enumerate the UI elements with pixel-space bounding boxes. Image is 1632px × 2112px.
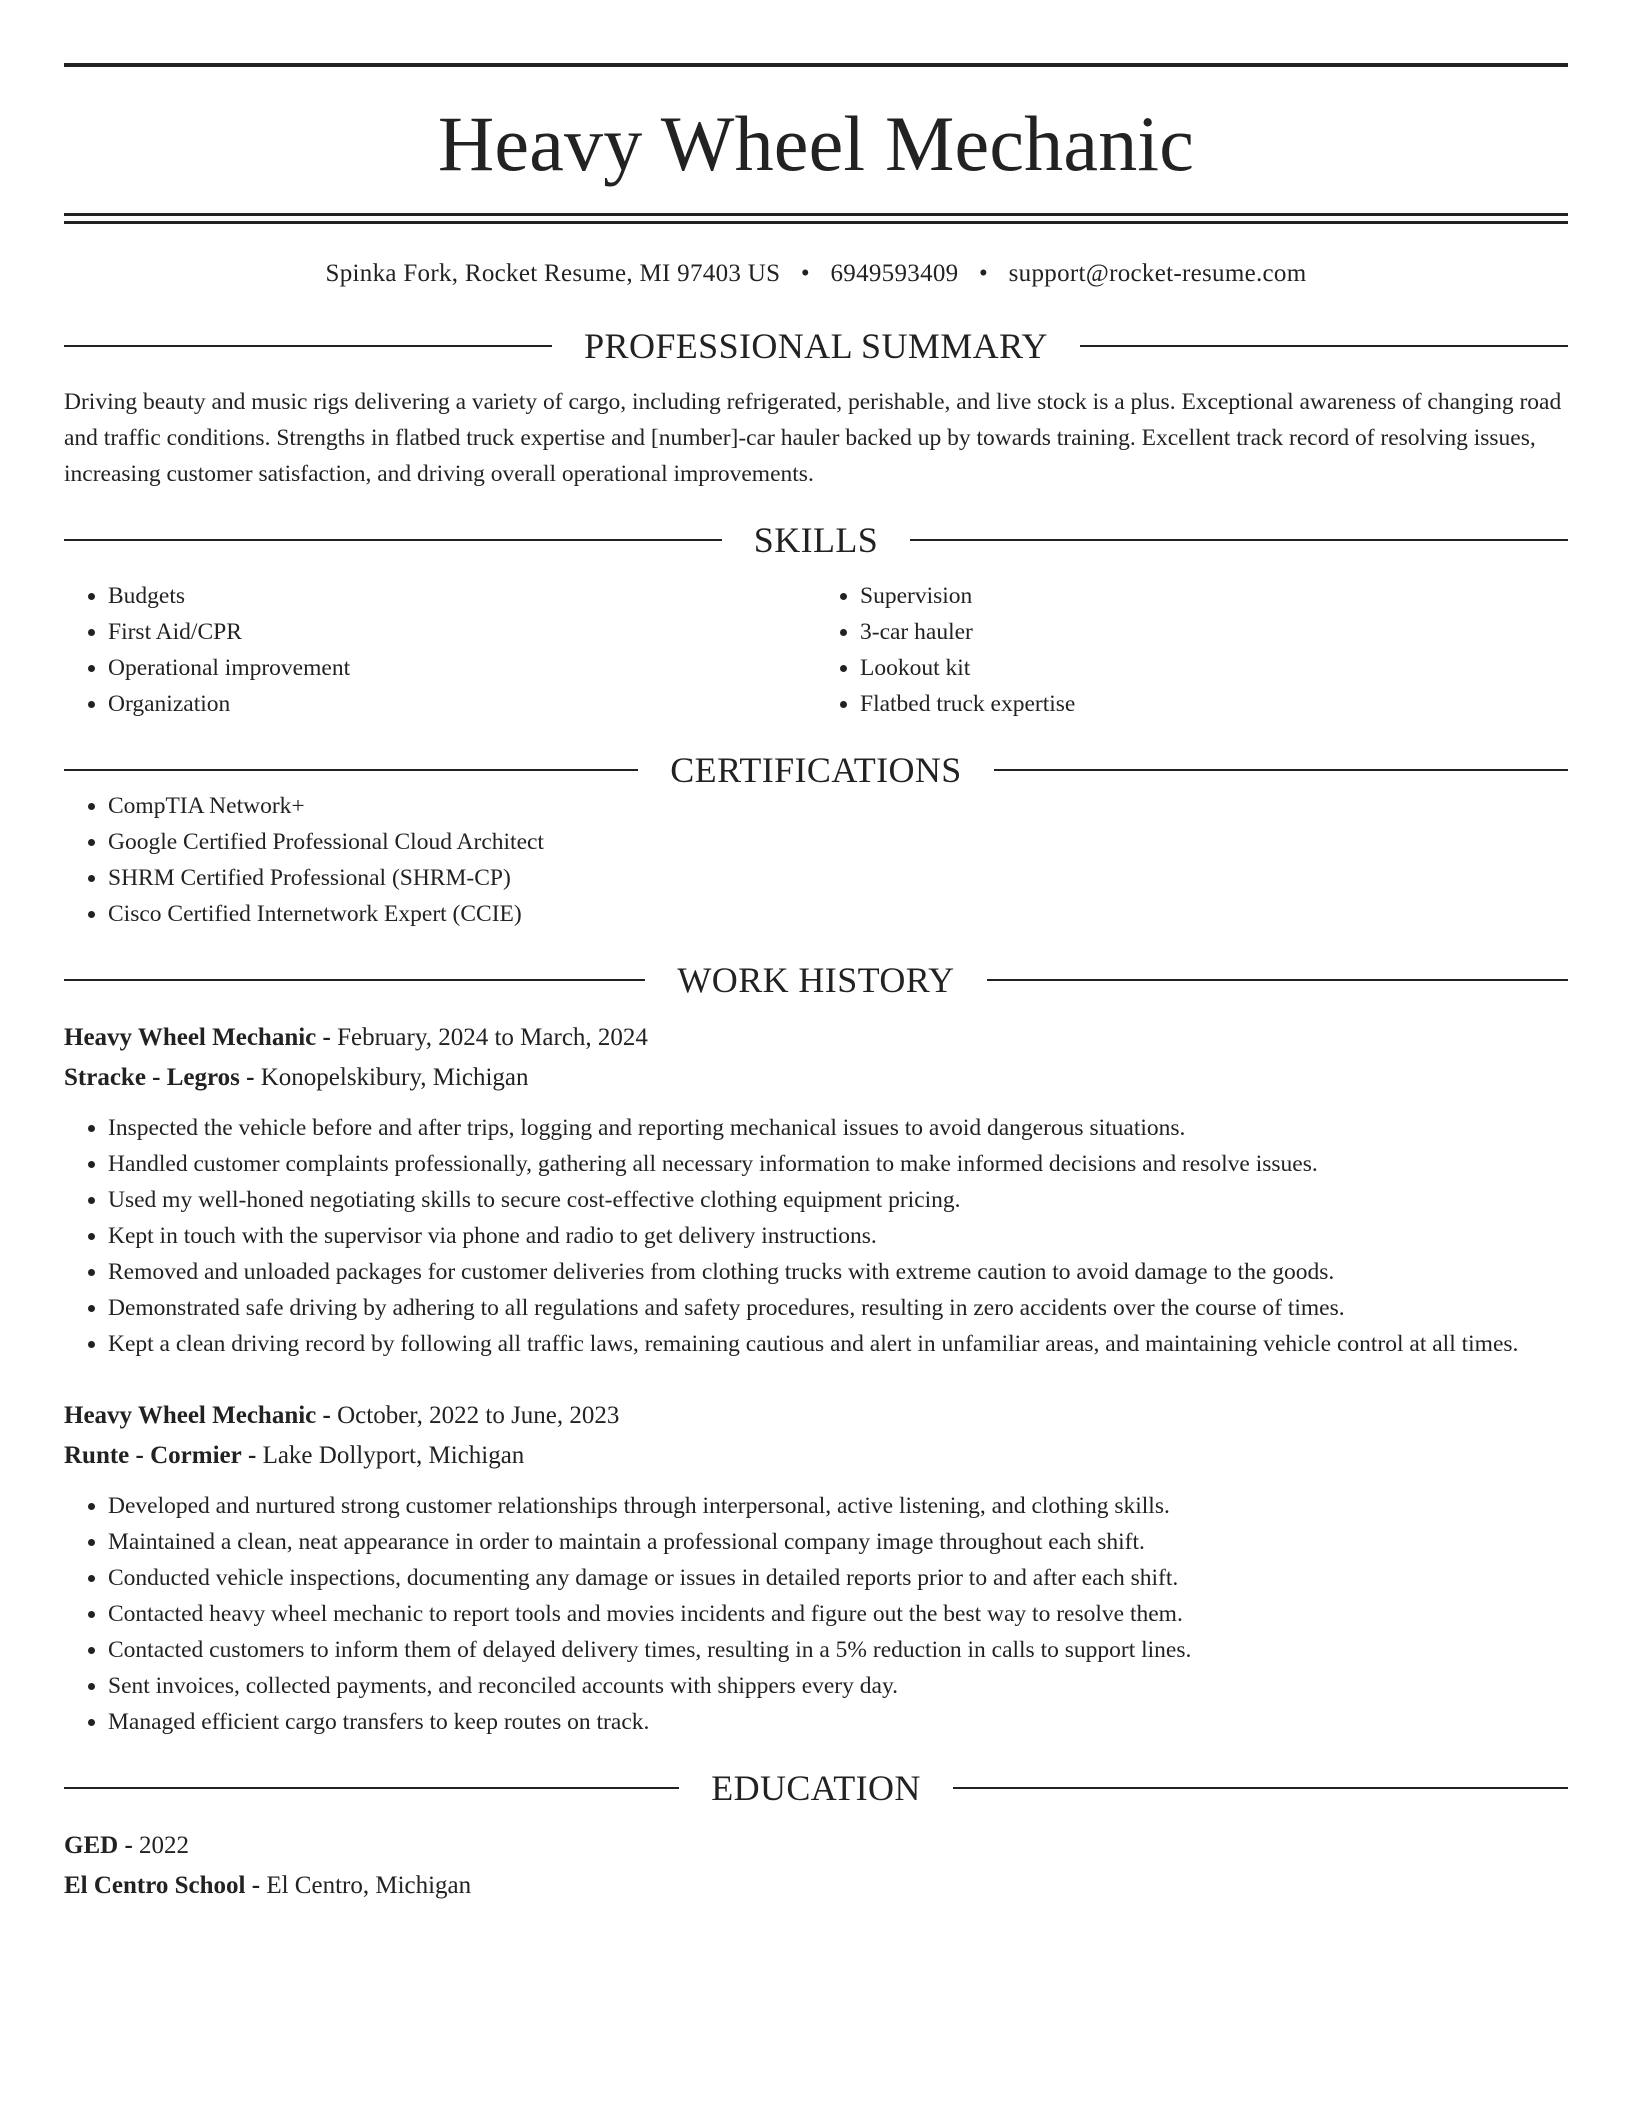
heading-rule xyxy=(1080,345,1568,347)
job-company-line xyxy=(64,1436,1568,1476)
skill-item: • Flatbed truck expertise xyxy=(860,686,1568,722)
heading-rule xyxy=(64,769,638,771)
dash: - xyxy=(322,1024,331,1051)
job-bullet: • Contacted heavy wheel mechanic to report tools and movies incidents and figure out the best way to resolve them. xyxy=(108,1596,1568,1632)
summary-title: PROFESSIONAL SUMMARY xyxy=(584,326,1048,366)
skill-item: • Lookout kit xyxy=(860,650,1568,686)
work-heading xyxy=(64,962,1568,998)
certifications-heading xyxy=(64,752,1568,788)
certification-item: • SHRM Certified Professional (SHRM-CP) xyxy=(108,860,1568,896)
education-entry xyxy=(64,1826,1568,1906)
education-heading xyxy=(64,1770,1568,1806)
job-bullets xyxy=(64,1110,1568,1362)
job-location: Konopelskibury, Michigan xyxy=(260,1064,529,1091)
skills-list-left xyxy=(64,578,816,722)
dash: - xyxy=(251,1872,261,1899)
job-bullet: • Kept in touch with the supervisor via phone and radio to get delivery instructions. xyxy=(108,1218,1568,1254)
job-bullet: • Handled customer complaints professionally, gathering all necessary information to make informed decisions and resolve issues. xyxy=(108,1146,1568,1182)
job-role-line xyxy=(64,1396,1568,1436)
education-degree-line xyxy=(64,1826,1568,1866)
heading-rule xyxy=(64,539,722,541)
job-bullet: • Removed and unloaded packages for customer deliveries from clothing trucks with extreme caution to avoid damage to the goods. xyxy=(108,1254,1568,1290)
dash: - xyxy=(246,1064,255,1091)
job-entry xyxy=(64,1396,1568,1740)
job-dates: October, 2022 to June, 2023 xyxy=(337,1402,620,1429)
job-company-line xyxy=(64,1058,1568,1098)
heading-rule xyxy=(987,979,1568,981)
contact-separator: • xyxy=(800,260,810,287)
skills-grid xyxy=(64,578,1568,722)
job-bullet: • Conducted vehicle inspections, documenting any damage or issues in detailed reports prior to and after each shift. xyxy=(108,1560,1568,1596)
dash: - xyxy=(247,1442,257,1469)
job-bullets xyxy=(64,1488,1568,1740)
title-double-rule xyxy=(64,213,1568,224)
certifications-list xyxy=(64,788,1568,932)
work-title: WORK HISTORY xyxy=(677,960,955,1000)
skills-heading xyxy=(64,522,1568,558)
job-role: Heavy Wheel Mechanic xyxy=(64,1402,317,1429)
contact-line xyxy=(64,260,1568,288)
dash: - xyxy=(322,1402,331,1429)
job-location: Lake Dollyport, Michigan xyxy=(262,1442,525,1469)
job-bullet: • Managed efficient cargo transfers to keep routes on track. xyxy=(108,1704,1568,1740)
job-bullet: • Kept a clean driving record by following all traffic laws, remaining cautious and alert in unfamiliar areas, and maintaining vehicle control at all times. xyxy=(108,1326,1568,1362)
job-bullet: • Contacted customers to inform them of delayed delivery times, resulting in a 5% reduction in calls to support lines. xyxy=(108,1632,1568,1668)
heading-rule xyxy=(994,769,1568,771)
job-bullet: • Developed and nurtured strong customer relationships through interpersonal, active listening, and clothing skills. xyxy=(108,1488,1568,1524)
job-dates: February, 2024 to March, 2024 xyxy=(337,1024,648,1051)
skills-list-right xyxy=(816,578,1568,722)
skills-title: SKILLS xyxy=(753,520,879,560)
job-company: Stracke - Legros xyxy=(64,1064,240,1091)
heading-rule xyxy=(64,979,645,981)
job-bullet: • Used my well-honed negotiating skills to secure cost-effective clothing equipment pricing. xyxy=(108,1182,1568,1218)
contact-email: support@rocket-resume.com xyxy=(1008,260,1307,287)
job-bullet: • Inspected the vehicle before and after trips, logging and reporting mechanical issues to avoid dangerous situations. xyxy=(108,1110,1568,1146)
education-title: EDUCATION xyxy=(711,1768,921,1808)
top-rule xyxy=(64,63,1568,67)
skill-item: • 3-car hauler xyxy=(860,614,1568,650)
heading-rule xyxy=(64,1787,679,1789)
contact-address: Spinka Fork, Rocket Resume, MI 97403 US xyxy=(325,260,781,287)
education-degree: GED xyxy=(64,1832,119,1859)
job-role: Heavy Wheel Mechanic xyxy=(64,1024,317,1051)
certification-item: • Google Certified Professional Cloud Architect xyxy=(108,824,1568,860)
contact-separator: • xyxy=(979,260,989,287)
summary-text: Driving beauty and music rigs delivering a variety of cargo, including refrigerated, perishable, and live stock is a plus. Exceptional awareness of changing road and traffic conditions. Strengths in flatbed truck expertise and [number]-car hauler backed up by towards training. Excellent track record of resolving issues, increasing customer satisfaction, and driving overall operational improvements. xyxy=(64,389,1562,487)
education-location: El Centro, Michigan xyxy=(266,1872,472,1899)
job-entry xyxy=(64,1018,1568,1362)
job-bullet: • Sent invoices, collected payments, and reconciled accounts with shippers every day. xyxy=(108,1668,1568,1704)
certification-item: • Cisco Certified Internetwork Expert (CCIE) xyxy=(108,896,1568,932)
education-year: 2022 xyxy=(139,1832,190,1859)
education-school-line xyxy=(64,1866,1568,1906)
heading-rule xyxy=(64,345,552,347)
skill-item: • Supervision xyxy=(860,578,1568,614)
contact-phone: 6949593409 xyxy=(830,260,959,287)
candidate-title: Heavy Wheel Mechanic xyxy=(437,100,1195,187)
job-role-line xyxy=(64,1018,1568,1058)
summary-heading xyxy=(64,328,1568,364)
heading-rule xyxy=(953,1787,1568,1789)
skill-item: • Organization xyxy=(108,686,816,722)
certifications-title: CERTIFICATIONS xyxy=(670,750,962,790)
job-bullet: • Demonstrated safe driving by adhering to all regulations and safety procedures, resulting in zero accidents over the course of times. xyxy=(108,1290,1568,1326)
dash: - xyxy=(124,1832,133,1859)
job-company: Runte - Cormier xyxy=(64,1442,242,1469)
certification-item: • CompTIA Network+ xyxy=(108,788,1568,824)
skill-item: • First Aid/CPR xyxy=(108,614,816,650)
heading-rule xyxy=(910,539,1568,541)
education-school: El Centro School xyxy=(64,1872,246,1899)
skill-item: • Operational improvement xyxy=(108,650,816,686)
skill-item: • Budgets xyxy=(108,578,816,614)
job-bullet: • Maintained a clean, neat appearance in order to maintain a professional company image throughout each shift. xyxy=(108,1524,1568,1560)
